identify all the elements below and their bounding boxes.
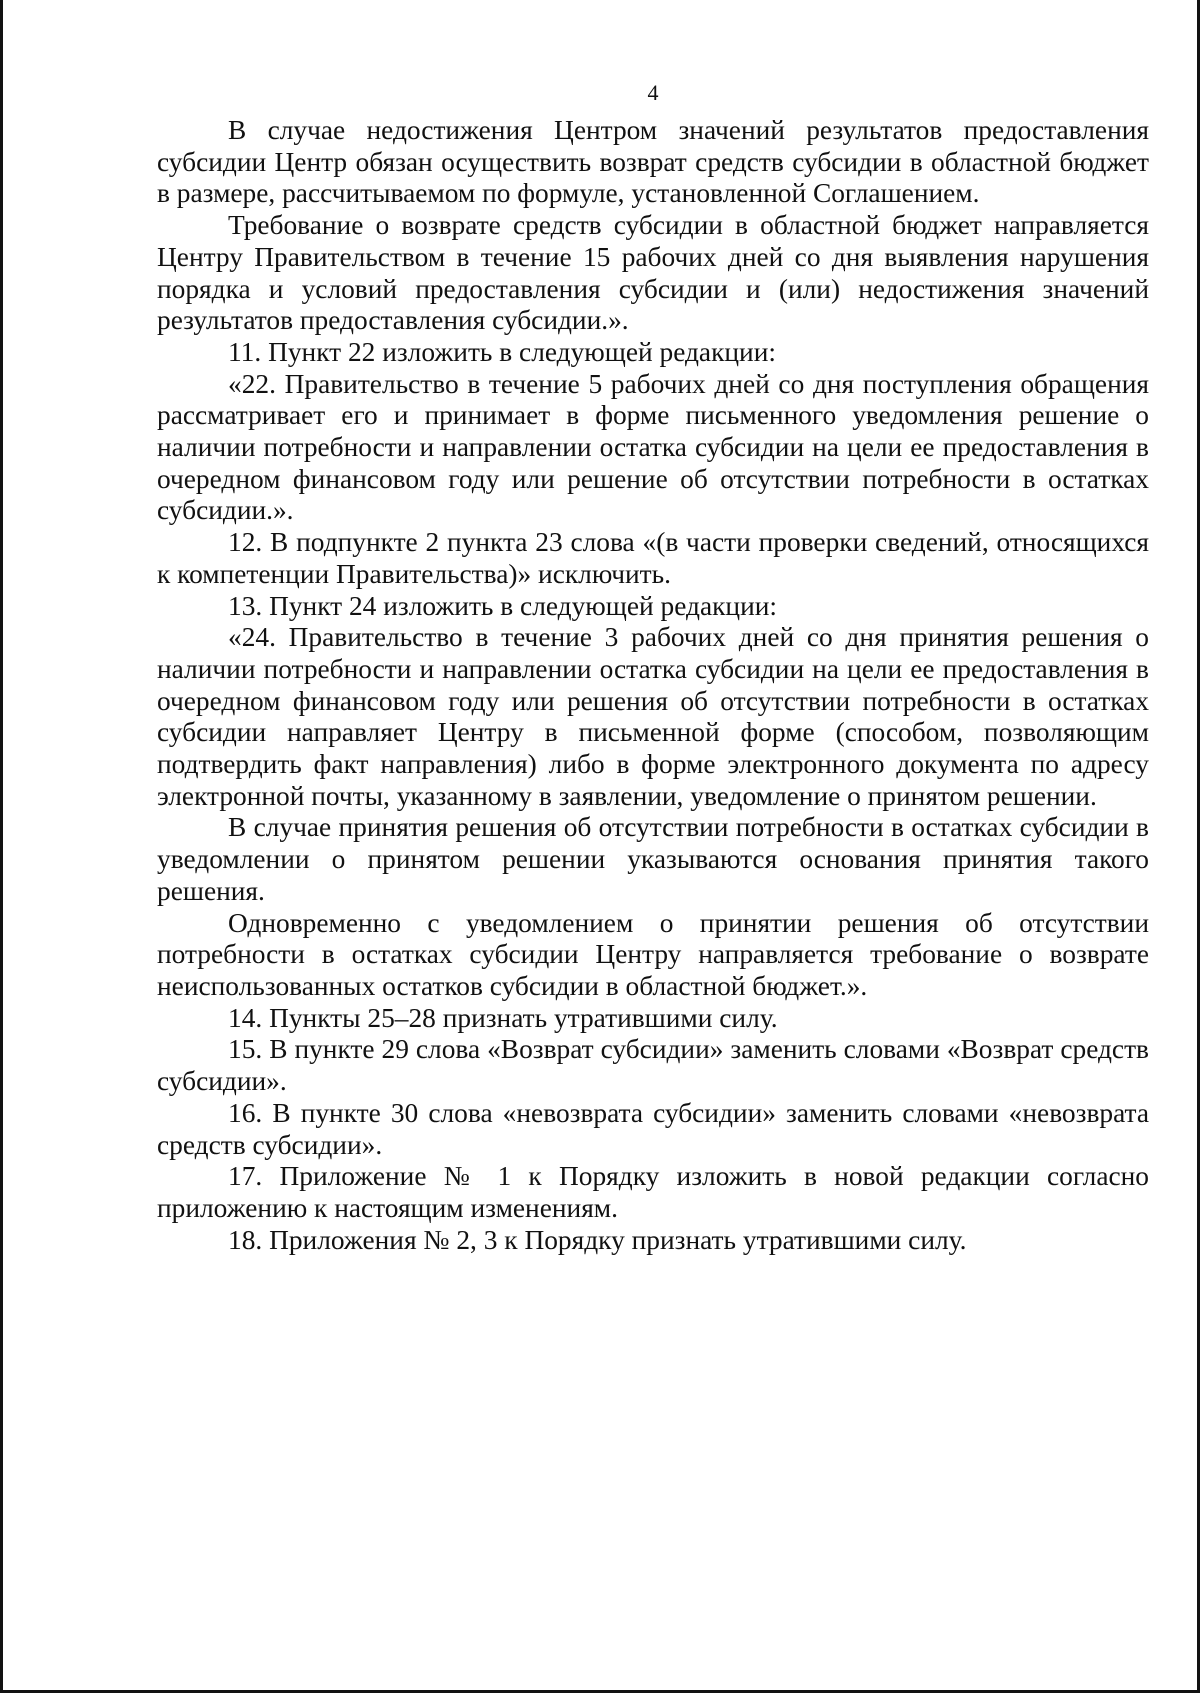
paragraph: 12. В подпункте 2 пункта 23 слова «(в части проверки сведений, относящихся к компетенции Правительства)» исключить.: [157, 527, 1149, 589]
paragraph: 15. В пункте 29 слова «Возврат субсидии» заменить словами «Возврат средств субсидии».: [157, 1034, 1149, 1097]
paragraph: В случае принятия решения об отсутствии потребности в остатках субсидии в уведомлении о принятом решении указываются основания принятия такого решения.: [157, 812, 1149, 906]
paragraph: 17. Приложение № 1 к Порядку изложить в новой редакции согласно приложению к настоящим изменениям.: [157, 1161, 1149, 1223]
paragraph: 11. Пункт 22 изложить в следующей редакции:: [228, 336, 776, 367]
paragraph: 18. Приложения № 2, 3 к Порядку признать утратившими силу.: [228, 1224, 967, 1255]
scan-border-left: [0, 0, 3, 1693]
document-body: [157, 115, 1149, 1256]
paragraph: 14. Пункты 25–28 признать утратившими силу.: [228, 1002, 778, 1033]
page-number: 4: [647, 80, 659, 105]
paragraph: 13. Пункт 24 изложить в следующей редакции:: [228, 590, 778, 621]
paragraph: «24. Правительство в течение 3 рабочих дней со дня принятия решения о наличии потребности и направлении остатка субсидии на цели ее предоставления в очередном финансовом году или решения об отсутствии потребности в остатках субсидии направляет Центру в письменной форме (способом, позволяющим подтвердить факт направления) либо в форме электронного документа по адресу электронной почты, указанному в заявлении, уведомление о принятом решении.: [157, 622, 1149, 811]
paragraph: Одновременно с уведомлением о принятии решения об отсутствии потребности в остатках субсидии Центру направляется требование о возврате неиспользованных остатков субсидии в областной бюджет.».: [157, 907, 1149, 1001]
paragraph: «22. Правительство в течение 5 рабочих дней со дня поступления обращения рассматривает его и принимает в форме письменного уведомления решение о наличии потребности и направлении остатка субсидии на цели ее предоставления в очередном финансовом году или решение об отсутствии потребности в остатках субсидии.».: [157, 368, 1149, 526]
paragraph: В случае недостижения Центром значений результатов предоставления субсидии Центр обязан осуществить возврат средств субсидии в областной бюджет в размере, рассчитываемом по формуле, установленной Соглашением.: [157, 115, 1149, 209]
paragraph: Требование о возврате средств субсидии в областной бюджет направляется Центру Правительством в течение 15 рабочих дней со дня выявления нарушения порядка и условий предоставления субсидии и (или) недостижения значений результатов предоставления субсидии.».: [157, 210, 1149, 336]
paragraph: 16. В пункте 30 слова «невозврата субсидии» заменить словами «невозврата средств субсидии».: [157, 1097, 1149, 1160]
